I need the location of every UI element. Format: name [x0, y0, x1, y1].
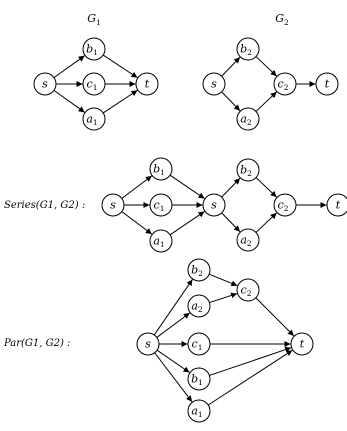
edge-g1-b1-t — [103, 55, 137, 78]
svg-text:a1: $a_1$ — [191, 404, 203, 419]
node-g2-a2 — [237, 108, 259, 130]
node-series-c2 — [274, 194, 296, 216]
edge-par-a1-t — [208, 350, 292, 405]
edge-g1-s-b1 — [54, 56, 85, 78]
svg-text:a1: $a_1$ — [153, 234, 165, 249]
edge-series-a1-s2 — [170, 211, 204, 234]
svg-text:c1: $c_1$ — [86, 77, 98, 92]
title-g1: $G_1$ — [87, 12, 101, 27]
svg-text:t: t — [324, 77, 330, 91]
node-g2-t — [316, 73, 338, 95]
node-g2-c2 — [274, 73, 296, 95]
nodes-layer — [34, 38, 347, 422]
svg-text:s: s — [145, 337, 151, 351]
node-par-b1 — [188, 368, 210, 390]
svg-text:t: t — [299, 337, 305, 351]
node-series-c1 — [150, 194, 172, 216]
edge-series-a2-c2 — [256, 213, 277, 233]
svg-text:b2: $b_2$ — [240, 42, 252, 57]
node-par-t — [291, 333, 313, 355]
node-par-s — [137, 333, 159, 355]
node-par-b2 — [188, 259, 210, 281]
edge-g2-s-b2 — [222, 57, 240, 76]
edge-par-c2-t — [256, 298, 294, 336]
series-label: Series(G1, G2) : — [4, 200, 86, 211]
edge-g1-s-a1 — [54, 90, 85, 112]
node-g1-c1 — [83, 73, 105, 95]
edge-par-b1-t — [209, 348, 291, 376]
edge-par-a2-c2 — [209, 294, 237, 303]
svg-text:s: s — [42, 77, 48, 91]
svg-text:t: t — [144, 77, 150, 91]
node-g2-s — [203, 73, 225, 95]
svg-text:c2: $c_2$ — [277, 77, 289, 92]
svg-text:a2: $a_2$ — [240, 112, 252, 127]
svg-text:s: s — [211, 77, 217, 91]
node-g1-s — [34, 73, 56, 95]
edge-g1-a1-t — [103, 90, 137, 113]
svg-text:t: t — [335, 198, 341, 212]
node-g1-b1 — [83, 38, 105, 60]
edge-g2-a2-c2 — [256, 92, 277, 112]
edge-par-s-a1 — [155, 353, 192, 402]
svg-text:a1: $a_1$ — [86, 112, 98, 127]
svg-text:c1: $c_1$ — [153, 198, 165, 213]
edge-series-s1-b1 — [122, 176, 152, 199]
svg-text:b1: $b_1$ — [86, 42, 98, 57]
node-series-a2 — [237, 229, 259, 251]
svg-text:s: s — [110, 198, 116, 212]
edge-par-s-b2 — [154, 279, 192, 334]
edge-series-s2-a2 — [222, 213, 240, 232]
edge-series-b2-c2 — [256, 178, 277, 198]
svg-text:c1: $c_1$ — [191, 337, 203, 352]
svg-text:c2: $c_2$ — [240, 283, 252, 298]
svg-text:b1: $b_1$ — [191, 372, 203, 387]
node-par-a2 — [188, 295, 210, 317]
node-series-s1 — [102, 194, 124, 216]
node-g1-t — [136, 73, 158, 95]
node-par-c2 — [237, 279, 259, 301]
edge-g2-s-a2 — [222, 92, 240, 111]
svg-text:b2: $b_2$ — [191, 263, 203, 278]
node-par-a1 — [188, 400, 210, 422]
edge-par-s-a2 — [157, 313, 190, 338]
edge-series-s1-a1 — [122, 212, 152, 235]
node-g1-a1 — [83, 108, 105, 130]
svg-text:a2: $a_2$ — [240, 233, 252, 248]
title-g2: $G_2$ — [275, 12, 289, 27]
edge-par-s-b1 — [157, 350, 189, 372]
svg-text:c2: $c_2$ — [277, 198, 289, 213]
edge-series-s2-b2 — [222, 178, 240, 197]
svg-text:b2: $b_2$ — [240, 163, 252, 178]
node-g2-b2 — [237, 38, 259, 60]
node-series-t — [327, 194, 347, 216]
node-series-a1 — [150, 230, 172, 252]
par-label: Par(G1, G2) : — [4, 338, 71, 349]
node-series-s2 — [203, 194, 225, 216]
svg-text:s: s — [211, 198, 217, 212]
node-series-b2 — [237, 159, 259, 181]
edge-par-b2-c2 — [209, 274, 237, 285]
edge-g2-b2-c2 — [256, 57, 277, 77]
edge-series-b1-s2 — [170, 175, 204, 198]
svg-text:b1: $b_1$ — [153, 162, 165, 177]
node-par-c1 — [188, 333, 210, 355]
node-series-b1 — [150, 158, 172, 180]
svg-text:a2: $a_2$ — [191, 299, 203, 314]
